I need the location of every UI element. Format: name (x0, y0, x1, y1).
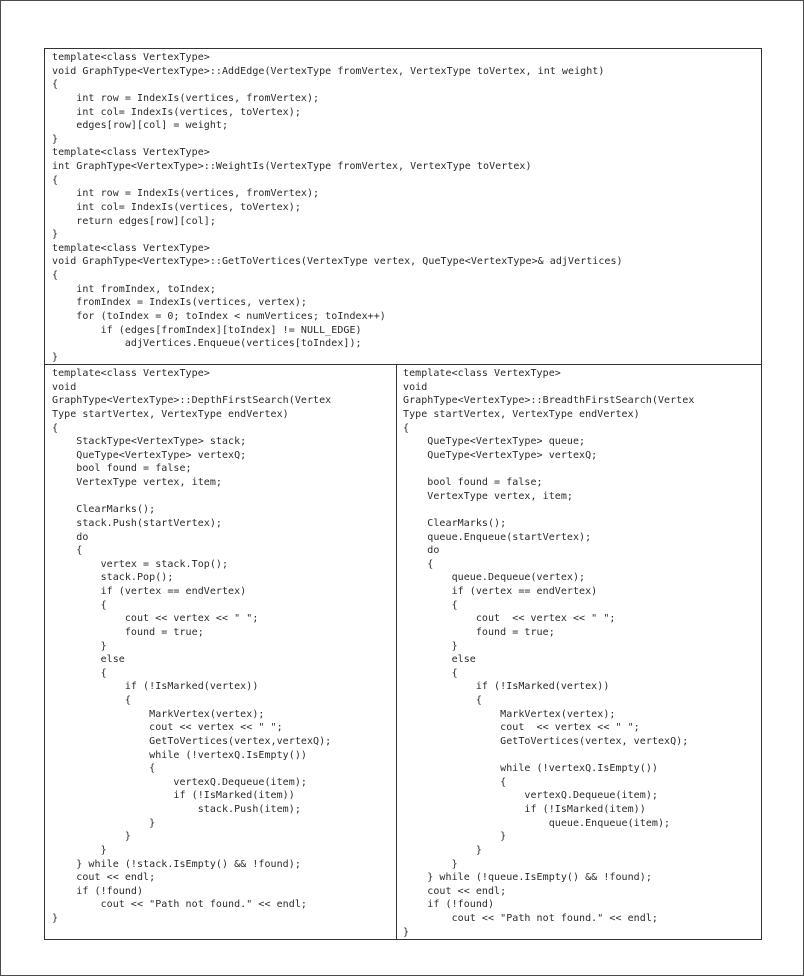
code-table (44, 48, 762, 940)
breadth-first-search-code: template<class VertexType> void GraphType<VertexType>::BreadthFirstSearch(Vertex Type startVertex, VertexType endVertex) { QueType<VertexType> queue; QueType<VertexType> vertexQ; bool found = false; VertexType vertex, item; ClearMarks(); queue.Enqueue(startVertex); do { queue.Dequeue(vertex); if (vertex == endVertex) { cout << vertex << " "; found = true; } else { if (!IsMarked(vertex)) { MarkVertex(vertex); cout << vertex << " "; GetToVertices(vertex, vertexQ); while (!vertexQ.IsEmpty()) { vertexQ.Dequeue(item); if (!IsMarked(item)) queue.Enqueue(item); } } } } while (!queue.IsEmpty() && !found); cout << endl; if (!found) cout << "Path not found." << endl; } (403, 368, 695, 938)
depth-first-search-cell (45, 365, 397, 939)
depth-first-search-code: template<class VertexType> void GraphType<VertexType>::DepthFirstSearch(Vertex Type startVertex, VertexType endVertex) { StackType<VertexType> stack; QueType<VertexType> vertexQ; bool found = false; VertexType vertex, item; ClearMarks(); stack.Push(startVertex); do { vertex = stack.Top(); stack.Pop(); if (vertex == endVertex) { cout << vertex << " "; found = true; } else { if (!IsMarked(vertex)) { MarkVertex(vertex); cout << vertex << " "; GetToVertices(vertex,vertexQ); while (!vertexQ.IsEmpty()) { vertexQ.Dequeue(item); if (!IsMarked(item)) stack.Push(item); } } } } while (!stack.IsEmpty() && !found); cout << endl; if (!found) cout << "Path not found." << endl; } (52, 368, 332, 924)
graph-functions-code: template<class VertexType> void GraphType<VertexType>::AddEdge(VertexType fromVertex, VertexType toVertex, int weight) { int row = IndexIs(vertices, fromVertex); int col= IndexIs(vertices, toVertex); edges[row][col] = weight; } template<class VertexType> int GraphType<VertexType>::WeightIs(VertexType fromVertex, VertexType toVertex) { int row = IndexIs(vertices, fromVertex); int col= IndexIs(vertices, toVertex); return edges[row][col]; } template<class VertexType> void GraphType<VertexType>::GetToVertices(VertexType vertex, QueType<VertexType>& adjVertices) { int fromIndex, toIndex; fromIndex = IndexIs(vertices, vertex); for (toIndex = 0; toIndex < numVertices; toIndex++) if (edges[fromIndex][toIndex] != NULL_EDGE) adjVertices.Enqueue(vertices[toIndex]); } (52, 52, 623, 363)
breadth-first-search-cell (397, 365, 761, 939)
graph-functions-cell (45, 49, 761, 365)
